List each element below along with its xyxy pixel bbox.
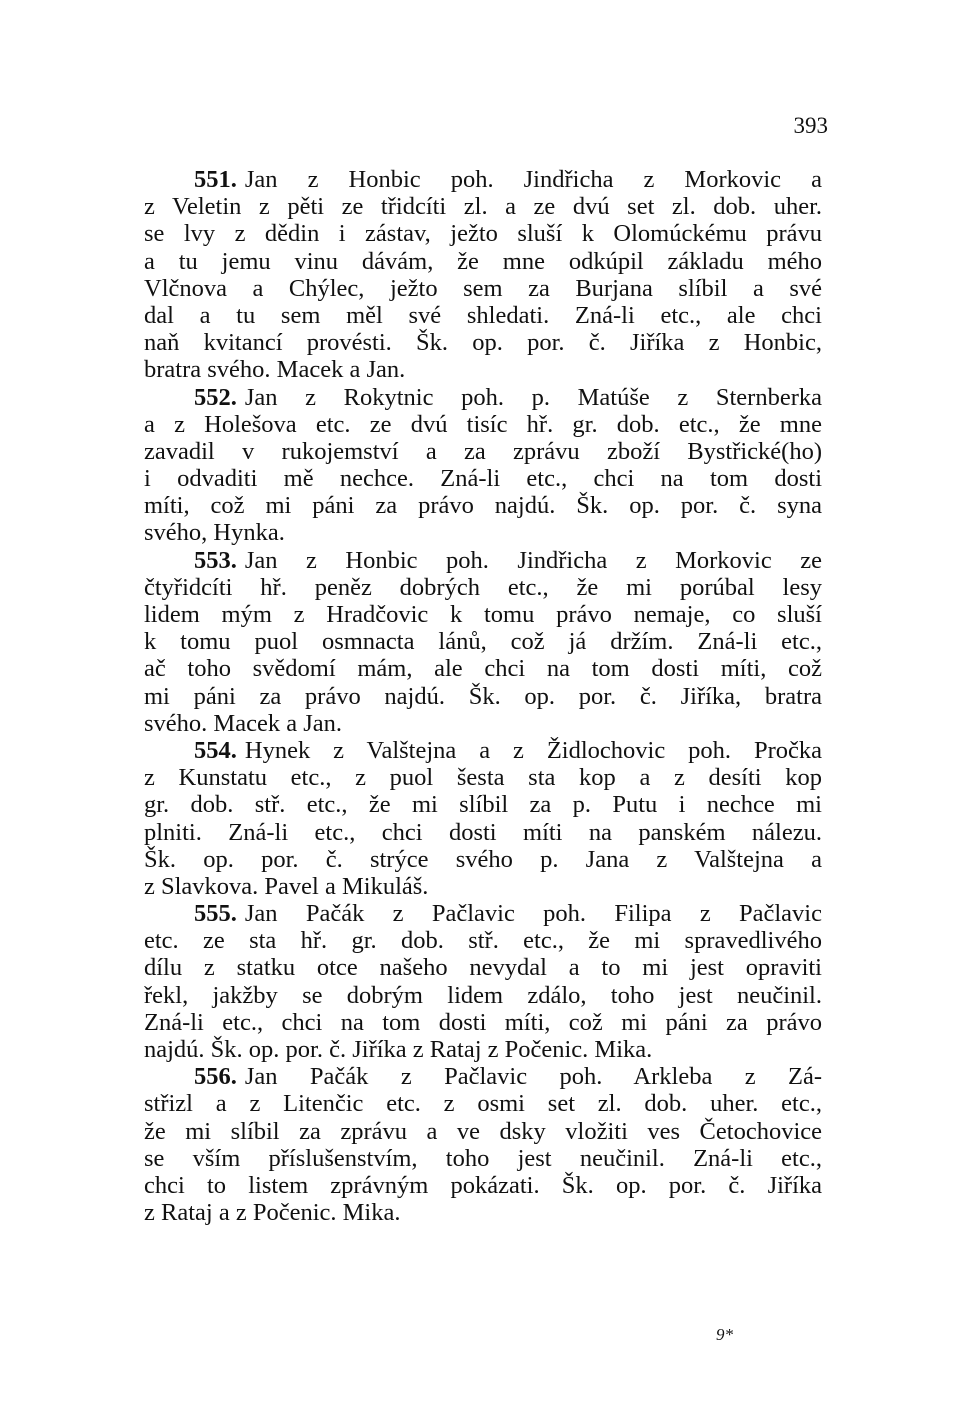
entry-text: Jan z Rokytnic poh. p. Matúše z Sternberka [244, 383, 822, 411]
entry-line [144, 166, 822, 193]
entry-number: 554. [194, 736, 237, 764]
entry-number: 556. [194, 1063, 237, 1091]
entry-line: Šk. op. por. č. strýce svého p. Jana z Valštejna a [144, 845, 822, 873]
entry-554 [144, 737, 822, 900]
entry-line: Vlčnova a Chýlec, ježto sem za Burjana slíbil a své [144, 274, 822, 302]
entry-line: se vším příslušenstvím, toho jest neučinil. Zná-li etc., [144, 1144, 822, 1172]
entry-line [144, 737, 822, 764]
entry-text: Jan z Honbic poh. Jindřicha z Morkovic ze [244, 546, 822, 574]
entry-line: najdú. Šk. op. por. č. Jiříka z Rataj z Počenic. Mika. [144, 1036, 653, 1063]
entry-number: 551. [194, 166, 237, 193]
entry-line: svého. Macek a Jan. [144, 709, 342, 737]
entry-555 [144, 900, 822, 1063]
entry-553 [144, 547, 822, 737]
entry-number: 552. [194, 383, 237, 411]
entry-line: čtyřidcíti hř. peněz dobrých etc., že mi porúbal lesy [144, 573, 822, 601]
entry-line: dal a tu sem měl své shledati. Zná-li etc., ale chci [144, 301, 822, 329]
entry-text: Hynek z Valštejna a z Židlochovic poh. Pročka [244, 736, 822, 764]
entry-line: míti, což mi páni za právo najdú. Šk. op. por. č. syna [144, 492, 822, 520]
entry-text: Jan z Honbic poh. Jindřicha z Morkovic a [244, 166, 822, 193]
text-block [144, 166, 822, 1226]
entry-line: se lvy z dědin i zástav, ježto sluší k Olomúckému právu [144, 220, 822, 248]
entry-line: bratra svého. Macek a Jan. [144, 356, 406, 384]
entry-line: dílu z statku otce našeho nevydal a to mi jest opraviti [144, 954, 822, 982]
entry-line [144, 384, 822, 411]
entry-line [144, 547, 822, 574]
entry-line: a tu jemu vinu dávám, že mne odkúpil základu mého [144, 247, 822, 275]
entry-number: 555. [194, 900, 237, 928]
entry-552 [144, 384, 822, 547]
entry-line: plniti. Zná-li etc., chci dosti míti na panském nálezu. [144, 818, 822, 846]
entry-line [144, 1063, 822, 1090]
entry-line: lidem mým z Hradčovic k tomu právo nemaje, co sluší [144, 601, 822, 628]
entry-line: etc. ze sta hř. gr. dob. stř. etc., že mi spravedlivého [144, 927, 822, 955]
entry-line: mi páni za právo najdú. Šk. op. por. č. Jiříka, bratra [144, 682, 822, 710]
entry-text: Jan Pačák z Pačlavic poh. Arkleba z Zá- [244, 1063, 822, 1091]
entry-line: chci to listem zprávným pokázati. Šk. op. por. č. Jiříka [144, 1171, 822, 1199]
entry-line: i odvaditi mě nechce. Zná-li etc., chci na tom dosti [144, 465, 822, 493]
entry-line: z Veletin z pěti ze třidcíti zl. a ze dvú set zl. dob. uher. [144, 193, 822, 221]
entry-text: Jan Pačák z Pačlavic poh. Filipa z Pačlavic [244, 900, 822, 928]
entry-line: zavadil v rukojemství a za zprávu zboží Bystřické(ho) [144, 437, 822, 465]
entry-number: 553. [194, 546, 237, 574]
entry-line [144, 900, 822, 927]
entry-line: ač toho svědomí mám, ale chci na tom dosti míti, což [144, 655, 822, 683]
entry-line: Zná-li etc., chci na tom dosti míti, což mi páni za právo [144, 1008, 822, 1036]
entry-line: že mi slíbil za zprávu a ve dsky vložiti ves Četochovice [144, 1117, 822, 1145]
entry-line: střizl a z Litenčic etc. z osmi set zl. dob. uher. etc., [144, 1090, 822, 1118]
entry-551 [144, 166, 822, 384]
entry-line: gr. dob. stř. etc., že mi slíbil za p. Putu i nechce mi [144, 791, 822, 819]
entry-line: z Kunstatu etc., z puol šesta sta kop a z desíti kop [144, 764, 822, 792]
entry-556 [144, 1063, 822, 1226]
entry-line: z Rataj a z Počenic. Mika. [144, 1199, 401, 1227]
entry-line: řekl, jakžby se dobrým lidem zdálo, toho jest neučinil. [144, 981, 822, 1009]
entry-line: naň kvitancí provésti. Šk. op. por. č. Jiříka z Honbic, [144, 329, 822, 357]
page-number: 393 [793, 113, 828, 138]
signature-mark: 9* [716, 1325, 733, 1344]
entry-line: svého, Hynka. [144, 519, 285, 547]
entry-line: k tomu puol osmnacta lánů, což já držím. Zná-li etc., [144, 628, 822, 656]
entry-line: z Slavkova. Pavel a Mikuláš. [144, 872, 429, 900]
entry-line: a z Holešova etc. ze dvú tisíc hř. gr. dob. etc., že mne [144, 410, 822, 438]
